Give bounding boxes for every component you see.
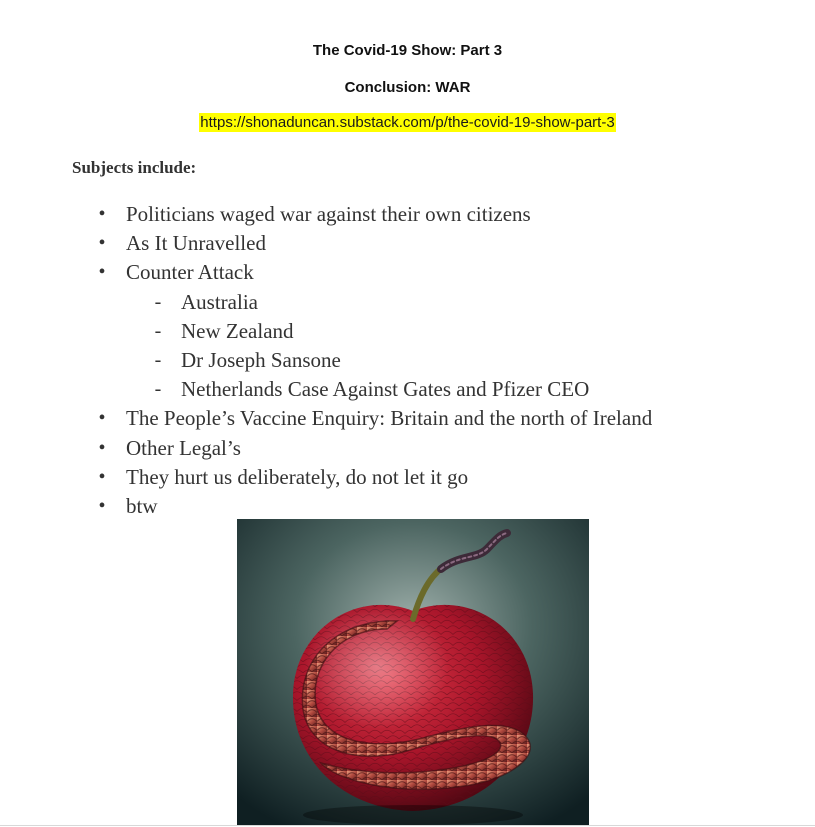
list-item bbox=[0, 404, 815, 433]
page-bottom-border bbox=[0, 825, 815, 826]
bullet-marker: • bbox=[98, 494, 106, 517]
dash-marker: - bbox=[154, 290, 162, 313]
bullet-marker: • bbox=[98, 261, 106, 284]
list-item-text: btw bbox=[126, 493, 158, 518]
link-line bbox=[0, 114, 815, 132]
snake-apple-icon bbox=[237, 519, 589, 825]
snake-apple-illustration bbox=[237, 519, 589, 825]
list-item-text: Counter Attack bbox=[126, 260, 254, 285]
bullet-marker: • bbox=[98, 407, 106, 430]
list-item-text: They hurt us deliberately, do not let it go bbox=[126, 464, 469, 489]
bullet-marker: • bbox=[98, 436, 106, 459]
list-item bbox=[0, 492, 815, 521]
list-item bbox=[0, 434, 815, 463]
bullet-marker: • bbox=[98, 203, 106, 225]
document-subtitle: Conclusion: WAR bbox=[344, 79, 471, 96]
sub-list-item bbox=[0, 346, 815, 375]
list-item-text: Politicians waged war against their own citizens bbox=[126, 202, 531, 226]
bullet-marker: • bbox=[98, 232, 106, 255]
list-item bbox=[0, 229, 815, 258]
sub-list-item bbox=[0, 288, 815, 317]
bullet-marker: • bbox=[98, 465, 106, 488]
sub-list-item bbox=[0, 375, 815, 404]
dash-marker: - bbox=[154, 319, 162, 342]
list-item-text: As It Unravelled bbox=[126, 231, 266, 256]
dash-marker: - bbox=[154, 348, 162, 371]
document-title: The Covid-19 Show: Part 3 bbox=[312, 42, 503, 59]
dash-marker: - bbox=[154, 378, 162, 401]
sub-list-item-text: New Zealand bbox=[181, 318, 294, 343]
list-item-text: The People’s Vaccine Enquiry: Britain and the north of Ireland bbox=[126, 406, 653, 431]
sub-list-item bbox=[0, 317, 815, 346]
list-item-text: Other Legal’s bbox=[126, 435, 241, 460]
list-item bbox=[0, 258, 815, 287]
sub-list-item-text: Australia bbox=[181, 289, 258, 314]
subjects-list bbox=[0, 200, 815, 521]
subjects-heading: Subjects include: bbox=[72, 158, 197, 177]
sub-list-item-text: Dr Joseph Sansone bbox=[181, 347, 341, 372]
substack-link[interactable]: https://shonaduncan.substack.com/p/the-covid-19-show-part-3 bbox=[200, 114, 615, 131]
list-item bbox=[0, 200, 815, 229]
list-item bbox=[0, 463, 815, 492]
sub-list-item-text: Netherlands Case Against Gates and Pfizer CEO bbox=[181, 377, 590, 402]
